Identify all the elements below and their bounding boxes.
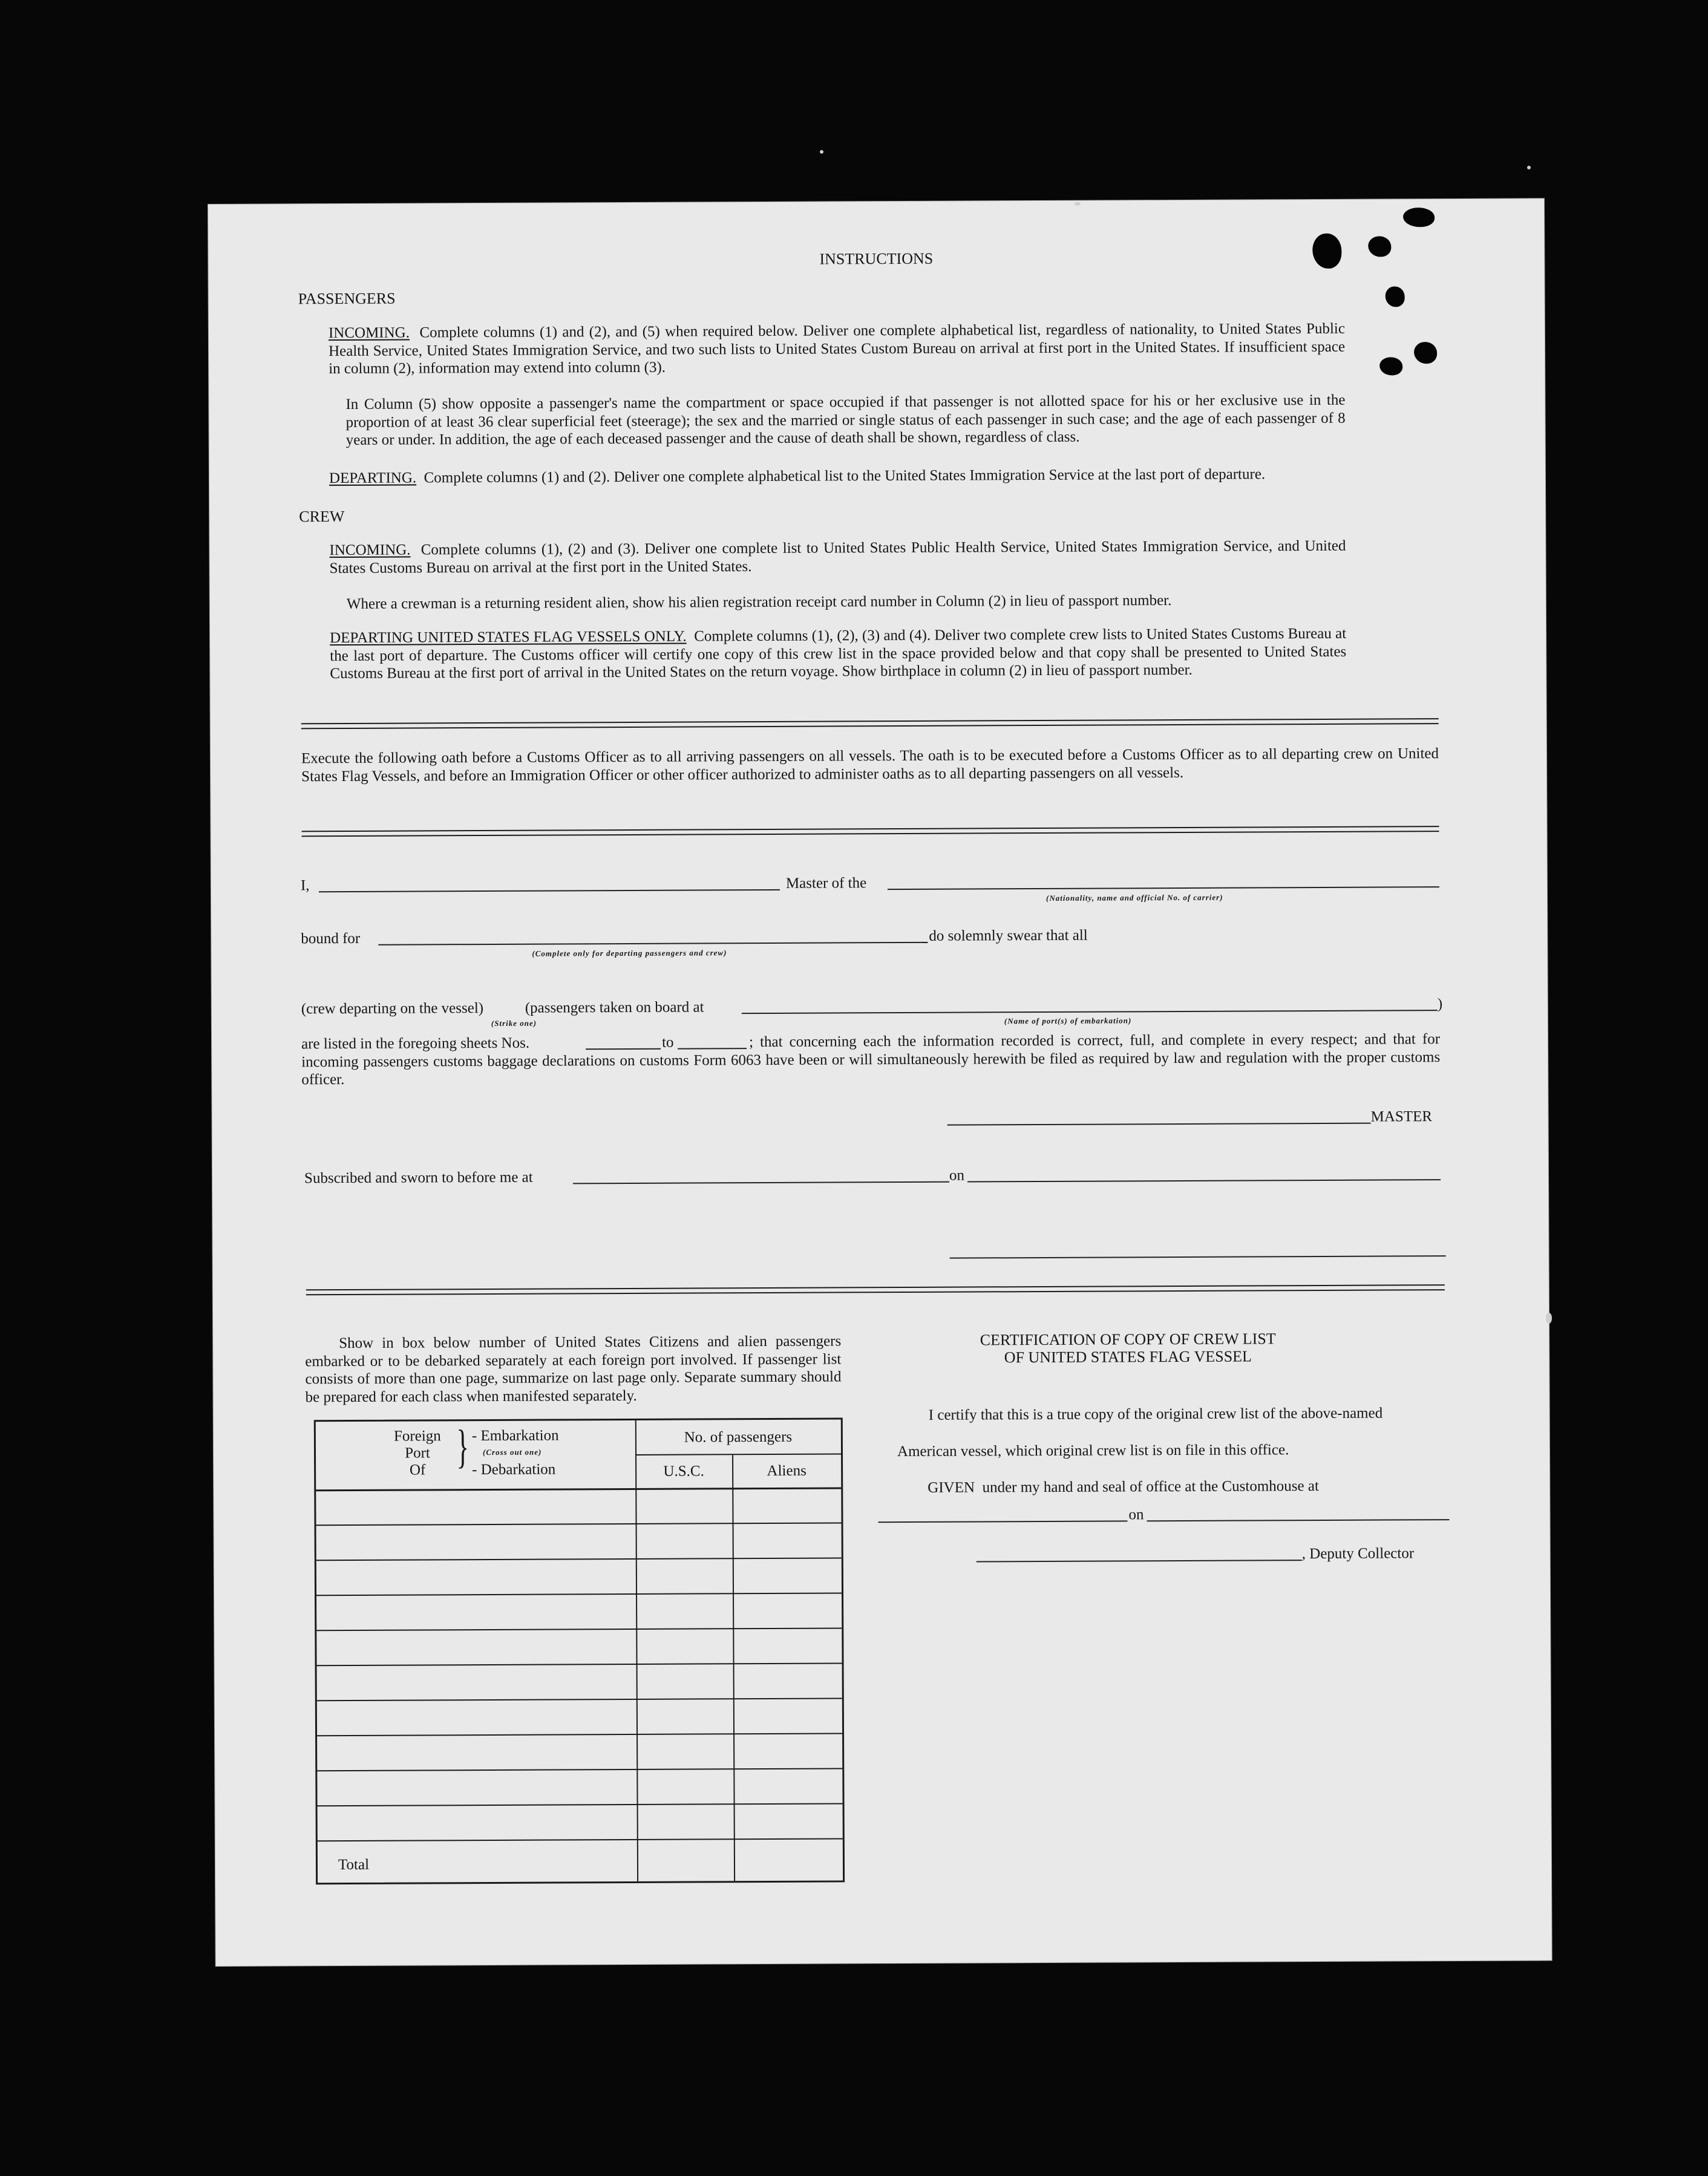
customhouse-field[interactable]: [879, 1520, 1128, 1523]
carrier-field[interactable]: [888, 886, 1439, 890]
close-paren: ): [1437, 996, 1443, 1013]
passengers-departing-paragraph: [329, 465, 1346, 488]
crew-incoming-text: Complete columns (1), (2) and (3). Deliver one complete list to United States Public Health Service, United States Immigration Service, and United States Customs Bureau on arrival at the first port in the United States.: [329, 537, 1346, 577]
subscribed-label: Subscribed and sworn to before me at: [304, 1169, 533, 1187]
table-row[interactable]: [316, 1557, 842, 1561]
ink-blot: [1403, 207, 1435, 227]
no-of-passengers-header: No. of passengers: [684, 1428, 793, 1446]
debarkation-option[interactable]: - Debarkation: [472, 1461, 556, 1478]
section-divider: [302, 831, 1439, 837]
table-row[interactable]: [316, 1592, 842, 1596]
ink-blot: [1368, 236, 1391, 256]
dust-speck: [1546, 1313, 1552, 1324]
table-row[interactable]: [317, 1733, 842, 1736]
table-header-bottom: [316, 1487, 841, 1491]
master-label: MASTER: [1370, 1108, 1433, 1125]
master-of-the-label: Master of the: [785, 875, 867, 892]
oath-i-label: I,: [300, 877, 310, 894]
ink-blot: [1386, 286, 1405, 307]
sheet-to-label: to: [661, 1034, 674, 1051]
of-label: Of: [409, 1462, 426, 1478]
ink-blot: [1379, 357, 1402, 375]
passenger-summary-table: [314, 1417, 845, 1884]
table-column-divider: [732, 1455, 735, 1881]
deputy-collector-signature-field[interactable]: [977, 1560, 1302, 1562]
departing-flag-label: DEPARTING UNITED STATES FLAG VESSELS ONLY.: [330, 628, 687, 647]
crew-incoming-paragraph: [329, 537, 1346, 577]
oath-intro: Execute the following oath before a Customs Officer as to all arriving passengers on all vessels. The oath is to be executed before a Customs Officer as to all departing crew on United States Flag Vessels, and before an Immigration Officer or other officer authorized to administer oaths as to all departing passengers on all vessels.: [301, 745, 1439, 785]
column5-paragraph: In Column (5) show opposite a passenger's name the compartment or space occupied if that passenger is not allotted space for his or her exclusive use in the proportion of at least 36 clear superficial feet (steerage); the sex and the married or single status of each passenger in such case; and the age of each passenger of 8 years or under. In addition, the age of each deceased passenger and the cause of death shall be shown, regardless of class.: [345, 391, 1346, 449]
total-label: Total: [338, 1856, 370, 1874]
table-row[interactable]: [316, 1522, 842, 1526]
dust-speck: [1075, 202, 1081, 206]
oath-listed-text: [301, 1030, 1440, 1089]
passengers-incoming-paragraph: [329, 320, 1345, 378]
table-header-rule: [635, 1453, 841, 1455]
officer-signature-field[interactable]: [950, 1255, 1446, 1259]
ink-blot: [1312, 234, 1341, 269]
subscribed-on-label: on: [949, 1167, 965, 1184]
master-name-field[interactable]: [319, 889, 780, 892]
embarkation-option[interactable]: - Embarkation: [471, 1427, 559, 1445]
port-label: Port: [405, 1445, 430, 1462]
dust-speck: [820, 150, 823, 154]
table-row[interactable]: [317, 1697, 842, 1701]
complete-only-caption: (Complete only for departing passengers and crew): [532, 948, 727, 958]
certification-line1: I certify that this is a true copy of the original crew list of the above-named: [928, 1405, 1383, 1423]
bound-for-field[interactable]: [378, 942, 928, 946]
dust-speck: [1527, 166, 1531, 169]
given-rest: under my hand and seal of office at the Customhouse at: [982, 1478, 1319, 1496]
instructions-title: INSTRUCTIONS: [819, 249, 934, 268]
document-page: [208, 198, 1552, 1966]
ink-blot: [1414, 342, 1437, 364]
departing-flag-text: Complete columns (1), (2), (3) and (4). Deliver two complete crew lists to United States Customs Bureau at the last port of departure. The Customs officer will certify one copy of this crew list in the space provided below and that copy shall be presented to United States Customs Bureau at the first port of arrival in the United States on the return voyage. Show birthplace in column (2) in lieu of passport number.: [330, 625, 1347, 682]
given-label: GIVEN: [928, 1479, 975, 1496]
table-row[interactable]: [317, 1768, 842, 1771]
table-row[interactable]: [316, 1627, 842, 1631]
port-of-embarkation-field[interactable]: [742, 1010, 1438, 1014]
incoming-text: Complete columns (1) and (2), and (5) when required below. Deliver one complete alphabetical list, regardless of nationality, to United States Public Health Service, United States Immigration Service, and two such lists to United States Custom Bureau on arrival at first port in the United States. If insufficient space in column (2), information may extend into column (3).: [328, 320, 1346, 377]
crew-departing-option[interactable]: (crew departing on the vessel): [301, 1000, 484, 1018]
passengers-taken-option[interactable]: (passengers taken on board at: [525, 999, 704, 1016]
aliens-header: Aliens: [767, 1462, 807, 1479]
nationality-caption: (Nationality, name and official No. of carrier): [1045, 892, 1223, 903]
listed-prefix: are listed in the foregoing sheets Nos.: [301, 1034, 530, 1053]
summary-instructions: Show in box below number of United States Citizens and alien passengers embarked or to be debarked separately at each foreign port involved. If passenger list consists of more than one page, summarize on last page only. Separate summary should be prepared for each class when manifested separately.: [305, 1333, 842, 1405]
departing-flag-paragraph: [330, 625, 1346, 683]
deputy-collector-label: , Deputy Collector: [1301, 1545, 1415, 1563]
cross-out-caption: (Cross out one): [482, 1447, 542, 1457]
listed-rest: ; that concerning each the information recorded is correct, full, and complete in every respect; and that for incoming passengers customs baggage declarations on customs Form 6063 have been or will simultaneously herewith be filed as required by law and regulation with the proper customs officer.: [301, 1031, 1441, 1088]
certification-on-label: on: [1128, 1506, 1144, 1523]
section-divider: [306, 1289, 1445, 1295]
master-signature-field[interactable]: [947, 1123, 1371, 1126]
certification-title-line2: OF UNITED STATES FLAG VESSEL: [1004, 1347, 1252, 1367]
ports-caption: (Name of port(s) of embarkation): [1004, 1016, 1132, 1026]
strike-one-caption: (Strike one): [491, 1018, 537, 1028]
crew-incoming-label: INCOMING.: [329, 541, 411, 559]
table-row[interactable]: [318, 1803, 843, 1806]
subscribed-date-field[interactable]: [967, 1179, 1441, 1182]
certification-given-line: [928, 1477, 1319, 1497]
passengers-heading: PASSENGERS: [298, 289, 396, 308]
departing-text: Complete columns (1) and (2). Deliver one complete alphabetical list to the United States Immigration Service at the last port of departure.: [424, 466, 1266, 486]
brace-glyph: }: [456, 1420, 470, 1473]
table-row[interactable]: [317, 1662, 842, 1666]
departing-label: DEPARTING.: [329, 469, 417, 487]
crew-heading: CREW: [299, 508, 345, 526]
bound-for-label: bound for: [301, 930, 361, 947]
certification-line2: American vessel, which original crew list is on file in this office.: [897, 1442, 1289, 1460]
foreign-label: Foreign: [393, 1428, 441, 1445]
incoming-label: INCOMING.: [328, 324, 410, 342]
do-solemnly-label: do solemnly swear that all: [929, 927, 1088, 944]
table-row[interactable]: [318, 1838, 843, 1841]
usc-header: U.S.C.: [663, 1463, 704, 1480]
subscribed-place-field[interactable]: [573, 1181, 949, 1184]
certification-date-field[interactable]: [1147, 1519, 1450, 1521]
crewman-paragraph: Where a crewman is a returning resident alien, show his alien registration receipt card number in Column (2) in lieu of passport number.: [346, 592, 1172, 613]
certification-title-line1: CERTIFICATION OF COPY OF CREW LIST: [980, 1330, 1276, 1349]
section-divider: [301, 723, 1439, 729]
